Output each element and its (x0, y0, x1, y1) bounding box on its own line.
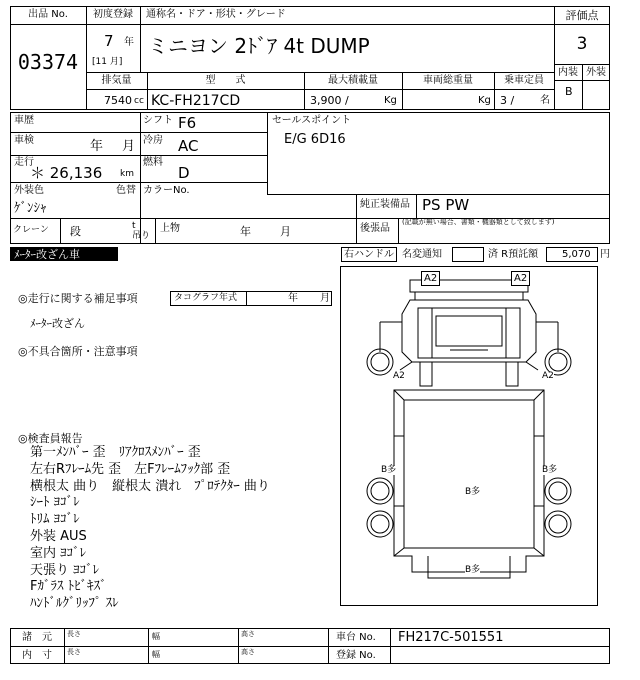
inspector-report-line: Fｶﾞﾗｽ ﾄﾋﾞｷｽﾞ (30, 579, 107, 595)
rh-label: 右ハンドル (344, 249, 394, 260)
gross-weight-label: 車両総重量 (423, 75, 473, 86)
model-code-label: 型 式 (205, 75, 246, 86)
height-label-2: 高さ (241, 648, 255, 656)
sales-point-label: セールスポイント (272, 115, 352, 126)
length-label-2: 長さ (67, 648, 81, 656)
inspector-heading: ◎検査員報告 (18, 432, 83, 445)
crane-ton: t 吊り (132, 221, 151, 241)
max-load-label: 最大積載量 (328, 75, 378, 86)
tachograph-month: 月 (320, 293, 330, 304)
inspector-report-line: 左右Rﾌﾚｰﾑ先 歪 左Fﾌﾚｰﾑﾌｯｸ部 歪 (30, 461, 231, 477)
tachograph-label: タコグラフ年式 (174, 293, 238, 303)
inspector-report-line: ｼｰﾄ ﾖｺﾞﾚ (30, 495, 80, 511)
inspector-report-line: 室内 ﾖｺﾞﾚ (30, 545, 87, 561)
aftermarket-note: (記載が無い場合、書類・機器類として致します) (402, 218, 555, 226)
damage-mark: A2 (542, 371, 554, 381)
exterior-label: 外装 (586, 67, 606, 78)
color-no-label: 色替 (116, 185, 136, 196)
inspection-month-unit: 月 (122, 139, 136, 154)
lift-month: 月 (280, 225, 291, 238)
driving-note-heading: ◎走行に関する補足事項 (18, 292, 138, 305)
kg-unit-2: Kg (478, 95, 491, 106)
interior-grade: B (565, 85, 573, 98)
color-label: 外装色 (14, 185, 44, 196)
defects-heading: ◎不具合箇所・注意事項 (18, 345, 138, 358)
history-label: 車歴 (14, 115, 34, 126)
color-value: ｹﾞﾝｼｬ (14, 201, 47, 216)
interior-dim-label: 内 寸 (22, 650, 52, 661)
driving-note: ﾒｰﾀｰ改ざん (30, 317, 85, 330)
yen-unit: 円 (600, 249, 610, 260)
width-label-2: 幅 (152, 650, 160, 659)
inspector-report-line: 横根太 曲り 縦根太 潰れ ﾌﾟﾛﾃｸﾀｰ 曲り (30, 478, 270, 494)
mileage-value: ＊ 26,136 (30, 164, 103, 182)
inspector-report-line: ﾄﾘﾑ ﾖｺﾞﾚ (30, 512, 80, 528)
lift-year: 年 (240, 225, 251, 238)
lot-number: 03374 (17, 50, 79, 74)
person-unit: 名 (540, 95, 550, 106)
truck-outline-diagram (340, 266, 598, 606)
recycle-label: 済 R預託額 (488, 249, 539, 260)
tachograph-year: 年 (288, 293, 298, 304)
recycle-amount: 5,070 (562, 249, 591, 260)
grade-label: 通称名・ドア・形状・グレード (146, 9, 286, 20)
inspector-report-line: 第一ﾒﾝﾊﾞｰ 歪 ﾘｱｸﾛｽﾒﾝﾊﾞｰ 歪 (30, 445, 201, 460)
chassis-label: 車台 No. (336, 632, 376, 643)
aftermarket-label: 後張品 (360, 223, 390, 234)
displacement-label: 排気量 (101, 75, 132, 86)
score-value: 3 (576, 34, 588, 54)
dimensions-label: 諸 元 (22, 632, 52, 643)
model-code: KC-FH217CD (151, 93, 241, 109)
lot-label: 出品 No. (28, 9, 68, 20)
crane-label: クレーン (13, 225, 49, 235)
damage-mark: A2 (421, 271, 440, 286)
first-reg-year: 7 (104, 32, 114, 50)
lift-label: 上物 (160, 223, 180, 234)
inspection-label: 車検 (14, 135, 34, 146)
shift-value: F6 (178, 114, 197, 132)
year-unit: 年 (124, 37, 134, 48)
capacity-label: 乗車定員 (504, 75, 544, 86)
width-label-1: 幅 (152, 632, 160, 641)
score-label: 評価点 (565, 9, 599, 22)
inspector-report (30, 446, 270, 614)
chassis-number: FH217C-501551 (398, 630, 504, 645)
displacement-value: 7540 (104, 94, 132, 107)
length-label-1: 長さ (67, 630, 81, 638)
cc-unit: cc (134, 96, 144, 106)
name-change-label: 名変通知 (402, 249, 442, 260)
ac-value: AC (178, 137, 199, 155)
damage-mark: B多 (542, 465, 558, 475)
inspector-report-line: 天張り ﾖｺﾞﾚ (30, 562, 100, 578)
km-unit: km (120, 169, 134, 179)
damage-mark: B多 (465, 565, 481, 575)
height-label-1: 高さ (241, 630, 255, 638)
fuel-value: D (178, 164, 190, 182)
inspection-year-unit: 年 (90, 139, 104, 154)
max-load-value: 3,900 / (310, 94, 349, 107)
damage-mark: A2 (511, 271, 530, 286)
ac-label: 冷房 (143, 135, 163, 146)
fuel-label: 燃料 (143, 157, 163, 168)
equipment-value: PS PW (422, 196, 470, 214)
mileage-label: 走行 (14, 157, 34, 168)
registration-label: 登録 No. (336, 650, 376, 661)
damage-mark: A2 (393, 371, 405, 381)
damage-mark: B多 (381, 465, 397, 475)
name-change-box (452, 247, 484, 262)
capacity-value: 3 / (500, 94, 515, 107)
first-reg-month: [11 月] (92, 57, 123, 67)
interior-label: 内装 (558, 67, 578, 78)
inspector-report-line: 外装 AUS (30, 528, 87, 544)
sales-point-value: E/G 6D16 (284, 132, 346, 147)
shift-label: シフト (143, 115, 173, 126)
kg-unit-1: Kg (384, 95, 397, 106)
color-code-label: カラーNo. (143, 185, 190, 196)
tampered-meter-banner-text: ﾒｰﾀｰ改ざん車 (14, 248, 80, 261)
damage-mark: B多 (465, 487, 481, 497)
model-title: ミニヨン 2ﾄﾞｱ 4t DUMP (148, 34, 370, 58)
equipment-label: 純正装備品 (360, 199, 410, 210)
inspector-report-line: ﾊﾝﾄﾞﾙｸﾞﾘｯﾌﾟ ｽﾚ (30, 596, 119, 612)
first-reg-label: 初度登録 (93, 9, 133, 20)
crane-stage: 段 (70, 225, 81, 238)
